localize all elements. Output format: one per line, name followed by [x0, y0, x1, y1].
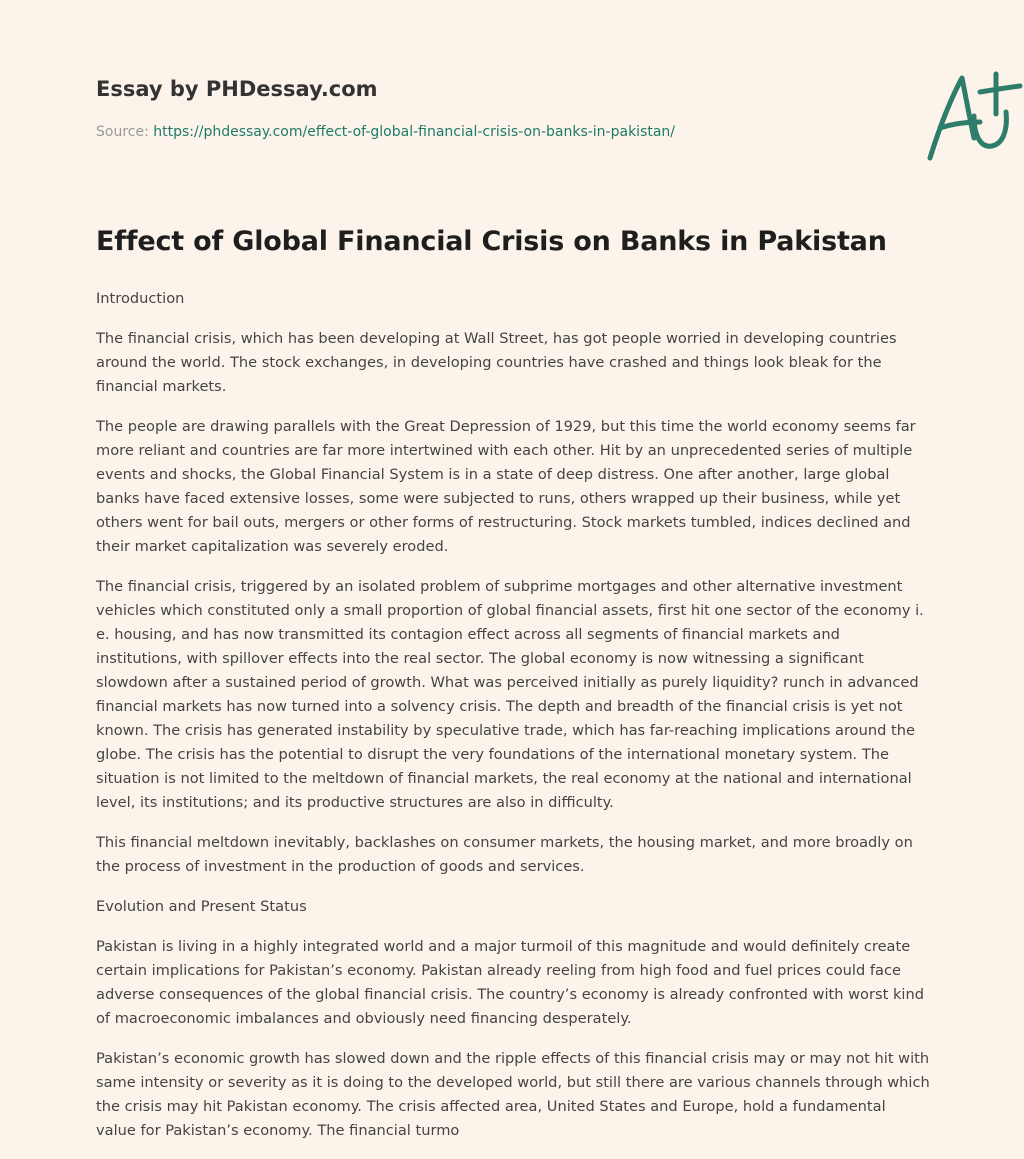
section-heading: Evolution and Present Status — [96, 898, 307, 915]
paragraph: Pakistan is living in a highly integrated world and a major turmoil of this magnitude and would definitely create certain implications for Pakistan’s economy. Pakistan already reeling from high food and fuel prices could face adverse consequences of the global financial crisis. The country’s economy is already confronted with worst kind of macroeconomic imbalances and obviously need financing desperately. — [96, 938, 924, 1027]
paragraph: This financial meltdown inevitably, backlashes on consumer markets, the housing market, and more broadly on the process of investment in the production of goods and services. — [96, 834, 913, 875]
essay-title: Effect of Global Financial Crisis on Banks in Pakistan — [96, 226, 887, 257]
source-label: Source: — [96, 124, 149, 140]
paragraph: The people are drawing parallels with the Great Depression of 1929, but this time the world economy seems far more reliant and countries are far more intertwined with each other. Hit by an unprecedented series of multiple events and shocks, the Global Financial System is in a state of deep distress. One after another, large global banks have faced extensive losses, some were subjected to runs, others wrapped up their business, while yet others went for bail outs, mergers or other forms of restructuring. Stock markets tumbled, indices declined and their market capitalization was severely eroded. — [96, 418, 916, 555]
paragraph: The financial crisis, which has been developing at Wall Street, has got people worried in developing countries around the world. The stock exchanges, in developing countries have crashed and things look bleak for the financial markets. — [96, 330, 897, 395]
section-heading: Introduction — [96, 290, 185, 307]
paragraph: The financial crisis, triggered by an isolated problem of subprime mortgages and other alternative investment vehicles which constituted only a small proportion of global financial assets, first hit one sector of the economy i. e. housing, and has now transmitted its contagion effect across all segments of financial markets and institutions, with spillover effects into the real sector. The global economy is now witnessing a significant slowdown after a sustained period of growth. What was perceived initially as purely liquidity? runch in advanced financial markets has now turned into a solvency crisis. The depth and breadth of the financial crisis is yet not known. The crisis has generated instability by speculative trade, which has far-reaching implications around the globe. The crisis has the potential to disrupt the very foundations of the international monetary system. The situation is not limited to the meltdown of financial markets, the real economy at the national and international level, its institutions; and its productive structures are also in difficulty. — [96, 578, 924, 811]
source-line — [96, 124, 675, 140]
source-link[interactable]: https://phdessay.com/effect-of-global-financial-crisis-on-banks-in-pakistan/ — [153, 124, 676, 140]
brand-title: Essay by PHDessay.com — [96, 77, 378, 101]
paragraph: Pakistan’s economic growth has slowed down and the ripple effects of this financial crisis may or may not hit with same intensity or severity as it is doing to the developed world, but still there are various channels through which the crisis may hit Pakistan economy. The crisis affected area, United States and Europe, hold a fundamental value for Pakistan’s economy. The financial turmo — [96, 1050, 930, 1139]
a-plus-logo-icon — [922, 64, 1024, 168]
essay-body — [96, 287, 930, 1159]
